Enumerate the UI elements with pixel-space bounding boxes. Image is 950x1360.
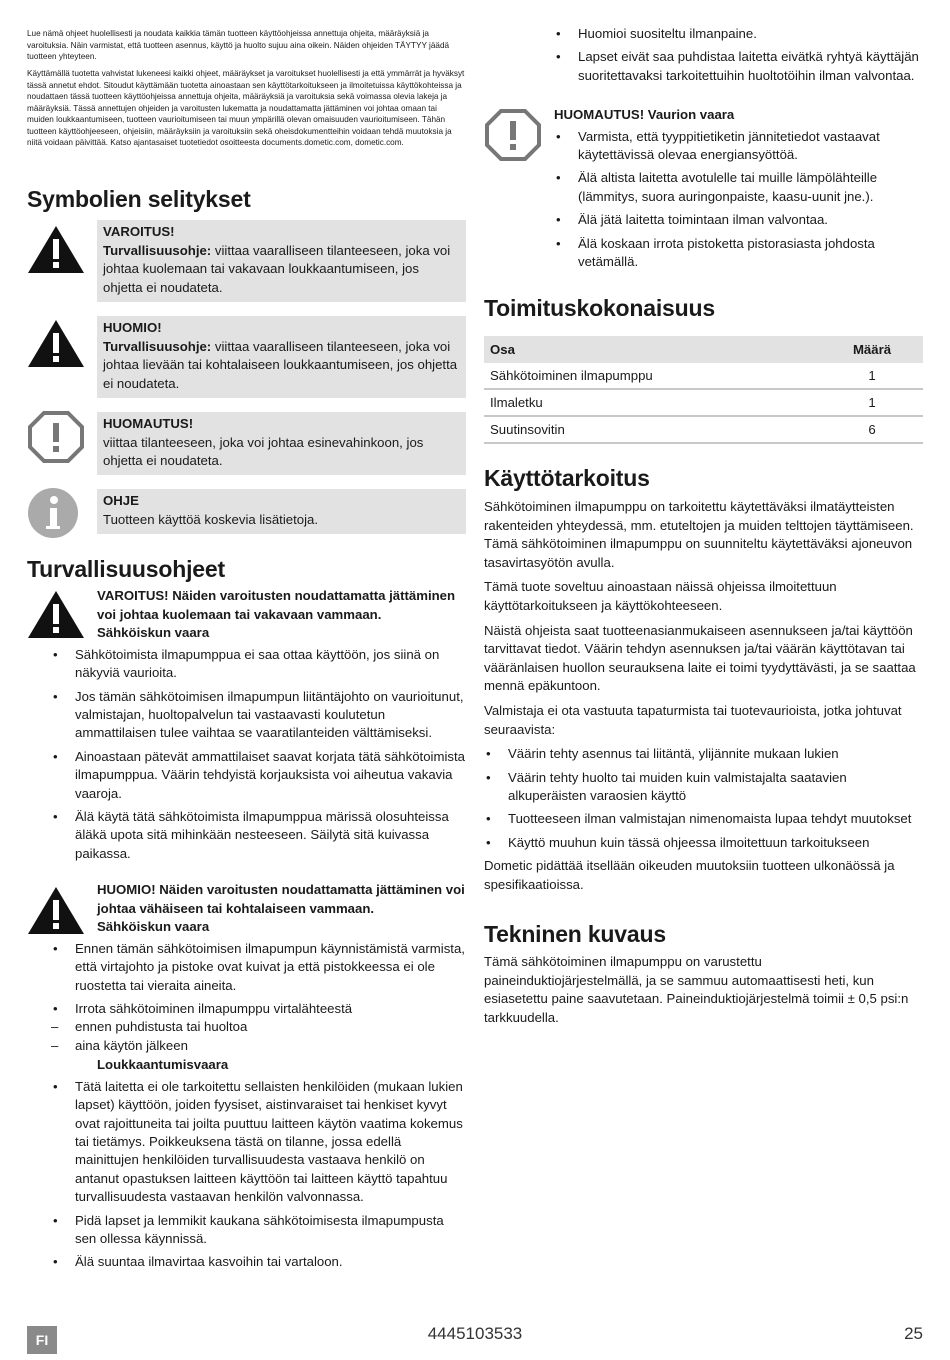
list-item: • Käyttö muuhun kuin tässä ohjeessa ilmoitettuun tarkoitukseen [484, 834, 923, 852]
table-row [484, 363, 923, 389]
list-item [51, 1000, 466, 1055]
symbol-caution-title: HUOMIO! [103, 320, 162, 335]
info-circle-icon [27, 487, 85, 539]
list-item: • Älä käytä tätä sähkötoimista ilmapumppua märissä olosuhteissa äläkä upota sitä mihinkään nesteeseen. Säilytä sitä kuivassa paikassa. [51, 808, 466, 863]
list-item: • Ainoastaan pätevät ammattilaiset saavat korjata tätä sähkötoimista ilmapumppua. Väärin tehdyistä korjauksista voi aiheutua vakavia vaaroja. [51, 748, 466, 803]
shock-hazard-title-2: Sähköiskun vaara [97, 919, 210, 935]
list-item: • Tätä laitetta ei ole tarkoitettu sellaisten henkilöiden (mukaan lukien lapset) käyttöön, joiden fyysiset, aistinvaraiset tai henkiset kyvyt ovat rajoittuneita tai joilta puuttuu laitteen käytön vaatima kokemus tai tietämys. Poikkeuksena tästä on tilanne, jossa edellä mainittujen henkilöiden turvallisuudesta vastaava henkilö on antanut opastuksen laitteen käyttöön tai laitteen käyttö tapahtuu turvallisuudesta vastaavan henkilön valvonnassa. [51, 1078, 466, 1207]
list-item: • Tuotteeseen ilman valmistajan nimenomaista lupaa tehdyt muutokset [484, 810, 923, 828]
intro-paragraph-2: Käyttämällä tuotetta vahvistat lukeneesi kaikki ohjeet, määräykset ja varoitukset huolellisesti ja että ymmärrät ja hyväksyt tässä annetut ehdot. Sitoudut käyttämään tuotetta ainoastaan sen käyttötarkoitukseen ja ilmoitetuissa käyttökohteissa ja noudattaen tässä tuotteen käyttöohjeissa annettuja ohjeita, määräyksiä ja varoituksia sekä voimassa olevia lakeja ja määräyksiä. Tässä annettujen ohjeiden ja varoitusten lukematta ja noudattamatta jättäminen voi johtaa omaan tai muiden loukkaantumiseen, tuotteen vaurioitumiseen tai muun ympärillä olevan omaisuuden vaurioitumiseen. Tähän tuotteen käyttöohjeeseen, ohjeisiin, määräyksiin ja varoituksiin sekä oheisdokumentteihin voidaan tehdä muutoksia ja niitä voidaan päivittää. Katso ajantasaiset tuotetiedot osoitteesta documents.dometic.com, dometic.com. [27, 69, 465, 147]
list-item: • Ennen tämän sähkötoimisen ilmapumpun käynnistämistä varmista, että virtajohto ja pistoke ovat kuivat ja että pistokkeessa ei ole ruostetta tai vieraita aineita. [51, 940, 466, 995]
symbol-info-box [97, 489, 466, 534]
safety-heading: Turvallisuusohjeet [27, 556, 225, 582]
symbol-info-text: Tuotteen käyttöä koskevia lisätietoja. [103, 511, 319, 527]
notice-octagon-icon [27, 410, 85, 464]
usage-paragraph-3: Näistä ohjeista saat tuotteenasianmukaiseen asennukseen ja/tai käyttöön tarvittavat tiedot. Väärin tehdyn asennuksen ja/tai väärän käyttötavan tai vääränlaisen huollon seurauksena laite ei toimi tyydyttävästi, ja se saattaa mennä epäkuntoon. [484, 622, 916, 694]
list-item: • Sähkötoimista ilmapumppua ei saa ottaa käyttöön, jos siinä on näkyviä vaurioita. [51, 646, 466, 683]
table-row [484, 416, 923, 443]
list-item: • Väärin tehty asennus tai liitäntä, ylijännite mukaan lukien [484, 745, 923, 763]
symbol-notice-title: HUOMAUTUS! [103, 416, 194, 431]
symbol-warning-title: VAROITUS! [103, 224, 175, 239]
list-item: • Älä altista laitetta avotulelle tai muille lämpölähteille (lämmitys, suora auringonpaiste, kaasu-uunit jne.). [554, 169, 923, 206]
intro-paragraph-1: Lue nämä ohjeet huolellisesti ja noudata kaikkia tämän tuotteen käyttöohjeissa annettuja ohjeita, määräyksiä ja varoituksia. Näin varmistat, että tuotteen asennus, käyttö ja huolto sujuu aina oikein. Näiden ohjeiden TÄYTYY jäädä tuotteen yhteyteen. [27, 29, 450, 61]
list-item: • Väärin tehty huolto tai muiden kuin valmistajalta saatavien alkuperäisten varaosien käyttö [484, 769, 923, 806]
shock-hazard-list-1 [51, 646, 466, 863]
list-item: • Varmista, että tyyppitietiketin jännitetiedot vastaavat käytettävissä olevaa energiansyöttöä. [554, 128, 923, 165]
list-item: • Huomioi suositeltu ilmanpaine. [554, 25, 923, 43]
symbol-warning-box [97, 220, 466, 302]
warning-triangle-icon [27, 224, 85, 274]
tech-heading: Tekninen kuvaus [484, 921, 666, 947]
table-cell-part: Ilmaletku [484, 389, 821, 416]
symbol-warning-text: viittaa vaaralliseen tilanteeseen, joka voi johtaa kuolemaan tai vakavaan loukkaantumiseen, jos ohjetta ei noudateta. [103, 242, 451, 295]
symbol-notice-text: viittaa tilanteeseen, joka voi johtaa esinevahinkoon, jos ohjetta ei noudateta. [103, 434, 424, 469]
table-cell-qty: 1 [821, 389, 923, 416]
document-number: 4445103533 [427, 1324, 523, 1343]
caution-triangle-icon [27, 318, 85, 368]
table-cell-qty: 6 [821, 416, 923, 443]
safety-warning-section [75, 587, 466, 868]
tech-paragraph: Tämä sähkötoiminen ilmapumppu on varustettu paineinduktiojärjestelmällä, ja se sammuu automaattisesti heti, kun esiasetettu paine saavutetaan. Paineinduktiojärjestelmä toimii ± 0,5 psi:n tarkkuudella. [484, 954, 909, 1025]
column-header-qty: Määrä [821, 336, 923, 363]
list-item: • Pidä lapset ja lemmikit kaukana sähkötoimisesta ilmapumpusta sen ollessa käynnissä. [51, 1212, 466, 1249]
table-row [484, 389, 923, 416]
page-number: 25 [904, 1324, 923, 1343]
symbol-notice-box [97, 412, 466, 475]
safety-warning-title: VAROITUS! Näiden varoitusten noudattamatta jättäminen voi johtaa kuolemaan tai vakavaan vammaan. [97, 588, 456, 622]
page-footer [0, 1322, 950, 1360]
safety-caution-section [75, 881, 466, 1277]
table-cell-part: Sähkötoiminen ilmapumppu [484, 363, 821, 389]
list-item: • Lapset eivät saa puhdistaa laitetta eivätkä ryhtyä käyttäjän suoritettavaksi tarkoitettuihin huoltotöihin ilman valvontaa. [554, 48, 923, 85]
notice-octagon-icon [484, 108, 542, 162]
table-cell-qty: 1 [821, 363, 923, 389]
safety-continued-list [484, 25, 923, 90]
list-item-text: Irrota sähkötoiminen ilmapumppu virtalähteestä [75, 1001, 353, 1016]
usage-paragraph-1: Sähkötoiminen ilmapumppu on tarkoitettu käytettäväksi ilmatäytteisten rakenteiden yhteydessä, mm. etuteltojen ja muiden telttojen täyttämiseen. Tämä sähkötoiminen ilmapumppu on suunniteltu käytettäväksi ajoneuvon tasavirtasyötön avulla. [484, 499, 914, 570]
symbol-caution-lead: Turvallisuusohje: [103, 338, 212, 354]
symbol-info-title: OHJE [103, 493, 139, 508]
usage-list [484, 745, 923, 852]
scope-heading: Toimituskokonaisuus [484, 295, 715, 321]
usage-heading: Käyttötarkoitus [484, 465, 650, 491]
list-item: • Älä suuntaa ilmavirtaa kasvoihin tai vartaloon. [51, 1253, 466, 1271]
symbol-caution-box [97, 316, 466, 398]
shock-hazard-list-2 [51, 940, 466, 1055]
notice-list [554, 128, 923, 272]
safety-warning-icon [27, 589, 85, 639]
shock-hazard-title-1: Sähköiskun vaara [97, 625, 210, 641]
symbol-warning-lead: Turvallisuusohje: [103, 242, 212, 258]
symbols-heading: Symbolien selitykset [27, 186, 251, 212]
scope-table [484, 336, 923, 444]
column-header-part: Osa [484, 336, 821, 363]
notice-section [554, 106, 923, 276]
list-item: • Jos tämän sähkötoimisen ilmapumpun liitäntäjohto on vaurioitunut, valmistajan, huoltopalvelun tai vastaavasti koulutetun ammattilaisen tulee vaihtaa se vaaratilanteiden välttämiseksi. [51, 688, 466, 743]
usage-paragraph-2: Tämä tuote soveltuu ainoastaan näissä ohjeissa ilmoitettuun käyttötarkoitukseen ja käyttökohteeseen. [484, 579, 837, 613]
list-item: • Älä jätä laitetta toimintaan ilman valvontaa. [554, 211, 923, 229]
injury-hazard-list [51, 1078, 466, 1272]
symbol-caution-text: viittaa vaaralliseen tilanteeseen, joka voi johtaa lievään tai kohtalaiseen loukkaantumiseen, jos ohjetta ei noudateta. [103, 338, 458, 391]
table-cell-part: Suutinsovitin [484, 416, 821, 443]
injury-hazard-title: Loukkaantumisvaara [97, 1057, 229, 1073]
language-badge: FI [27, 1326, 57, 1354]
usage-paragraph-4: Valmistaja ei ota vastuuta tapaturmista tai tuotevaurioista, jotka johtuvat seuraavista: [484, 702, 902, 737]
usage-section [484, 498, 923, 900]
safety-caution-title: HUOMIO! Näiden varoitusten noudattamatta jättäminen voi johtaa vähäiseen tai kohtalaiseen vammaan. [97, 882, 465, 916]
sub-list-item: – ennen puhdistusta tai huoltoa [51, 1018, 466, 1036]
notice-title: HUOMAUTUS! Vaurion vaara [554, 107, 735, 122]
safety-caution-icon [27, 885, 85, 935]
list-item: • Älä koskaan irrota pistoketta pistorasiasta johdosta vetämällä. [554, 235, 923, 272]
sub-list [51, 1018, 466, 1055]
table-header-row [484, 336, 923, 363]
sub-list-item: – aina käytön jälkeen [51, 1037, 466, 1055]
usage-paragraph-5: Dometic pidättää itsellään oikeuden muutoksiin tuotteen ulkonäössä ja spesifikaatioissa. [484, 858, 895, 892]
